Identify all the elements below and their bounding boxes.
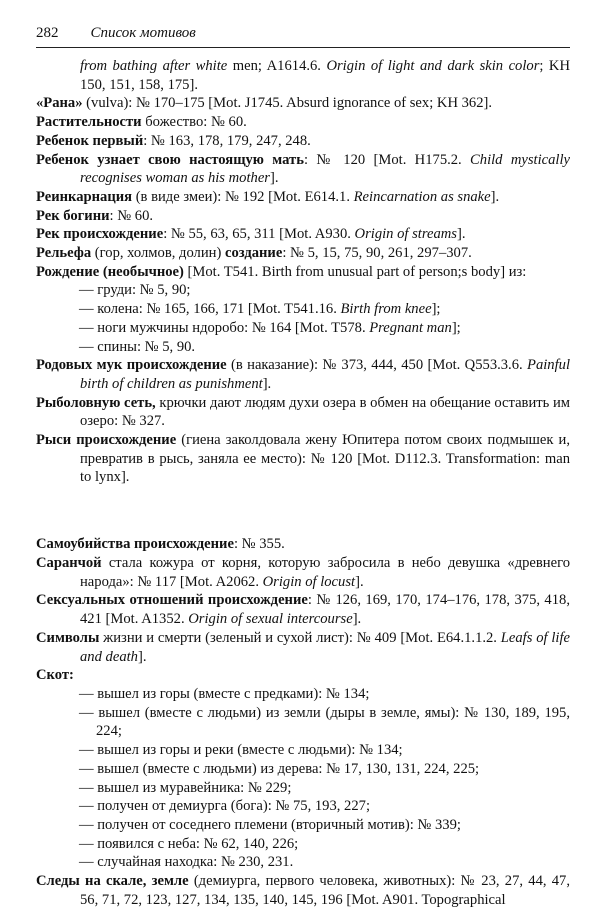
index-entry (36, 207, 570, 226)
entry-text: — вышел из горы и реки (вместе с людьми): № 134; (79, 742, 403, 759)
entry-text: стала кожура от корня, которую забросила в небо девушка «древнего народа»: № 117 [Mot. A2062. (80, 555, 570, 590)
entry-text: крючки дают людям духи озера в обмен на обещание оставить им озеро: № 327. (80, 394, 570, 430)
entry-heading: Родовых мук происхождение (36, 357, 227, 374)
entry-heading: Рек богини (36, 207, 110, 224)
motif-title: Leafs of life and death (80, 629, 570, 665)
index-entry (36, 356, 570, 393)
entry-text: — случайная находка: № 230, 231. (79, 854, 294, 871)
entry-heading: Рыси происхождение (36, 432, 177, 449)
entry-text: (гор, холмов, долин) (91, 245, 225, 262)
index-entry (36, 244, 570, 263)
entry-text: [Mot. T541. Birth from unusual part of person;s body] из: (183, 263, 527, 280)
entry-text: : № 126, 169, 170, 174–176, 178, 375, 418, 421 [Mot. A1352. (80, 592, 570, 628)
motif-title: Origin of light and dark skin color (326, 58, 540, 74)
entry-heading: Сексуальных отношений происхождение (36, 592, 308, 609)
entry-text: — ноги мужчины ндоробо: № 164 [Mot. T578. (79, 319, 370, 336)
index-subentry (52, 338, 570, 357)
running-head-title: Список мотивов (90, 25, 196, 41)
entry-heading: Скот: (36, 667, 74, 684)
index-entry (36, 591, 570, 628)
entry-text: ]; (451, 319, 461, 336)
entry-heading: Рельефа (36, 245, 92, 262)
entry-heading: Ребенок узнает свою настоящую мать (36, 151, 304, 168)
index-entry (36, 666, 570, 685)
entry-text: (vulva): № 170–175 [Mot. J1745. Absurd ignorance of sex; KH 362]. (82, 95, 493, 112)
entry-text: — появился с неба: № 62, 140, 226; (79, 835, 299, 852)
index-entry (36, 872, 570, 909)
entry-text: ]. (456, 226, 466, 243)
index-entry (36, 431, 570, 487)
index-subentry (52, 741, 570, 760)
index-entry (36, 225, 570, 244)
entry-text: (в виде змеи): № 192 [Mot. E614.1. (132, 188, 354, 205)
entry-text: men; A1614.6. (227, 58, 327, 74)
entry-heading: Рыболовную сеть, (36, 394, 156, 411)
index-entry (36, 554, 570, 591)
entry-heading: Самоубийства происхождение (36, 536, 234, 553)
index-entry (36, 188, 570, 207)
index-entry (36, 132, 570, 151)
motif-title: from bathing after white (80, 58, 228, 74)
index-subentry (52, 704, 570, 741)
index-subentry (52, 797, 570, 816)
index-subentry (52, 319, 570, 338)
entry-text: (демиурга, первого человека, животных): № 23, 27, 44, 47, 56, 71, 72, 123, 127, 134, 135, 140, 145, 196 [Mot. A901. Topographical (80, 873, 571, 908)
page-number: 282 (36, 25, 59, 41)
entry-text: ]. (355, 573, 364, 590)
entry-text: ; KH 150, 151, 158, 175]. (80, 58, 570, 93)
entry-text: ]. (352, 611, 362, 628)
motif-title: Origin of sexual intercourse (188, 611, 353, 628)
entry-text: — груди: № 5, 90; (79, 282, 191, 299)
index-subentry (52, 281, 570, 300)
entry-heading: Растительности (36, 114, 142, 131)
entry-text: — получен от соседнего племени (вторичный мотив): № 339; (79, 816, 461, 833)
index-subentry (52, 779, 570, 798)
index-subentry (52, 760, 570, 779)
entry-text: — вышел (вместе с людьми) из дерева: № 17, 130, 131, 224, 225; (79, 760, 480, 777)
index-entry (36, 151, 570, 188)
entry-heading: Саранчой (36, 555, 102, 572)
entry-heading: создание (224, 245, 283, 262)
index-subentry (52, 853, 570, 872)
running-head (36, 24, 570, 44)
entry-text: — колена: № 165, 166, 171 [Mot. T541.16. (79, 301, 341, 318)
motif-title: Child mystically recognises woman as his mother (80, 151, 570, 187)
header-rule (36, 47, 570, 48)
entry-text: : № 163, 178, 179, 247, 248. (143, 132, 311, 149)
motif-title: Painful birth of children as punishment (80, 357, 571, 392)
entry-text: ]; (431, 301, 441, 318)
entry-heading: Реинкарнация (36, 188, 133, 205)
index-entry (36, 535, 570, 554)
index-entry (36, 394, 570, 431)
index-entry-continuation (36, 57, 570, 94)
entry-text: : № 55, 63, 65, 311 [Mot. A930. (163, 226, 355, 243)
motif-title: Origin of streams (354, 226, 457, 243)
entry-text: : № 5, 15, 75, 90, 261, 297–307. (282, 245, 472, 262)
motif-title: Reincarnation as snake (353, 188, 491, 205)
index-subentry (52, 816, 570, 835)
entry-text: — вышел из муравейника: № 229; (79, 779, 292, 796)
index-entry (36, 263, 570, 282)
entry-text: ]. (137, 648, 147, 665)
entry-text: ]. (490, 188, 500, 205)
index-subentry (52, 835, 570, 854)
index-entry (36, 629, 570, 666)
entry-heading: Рек происхождение (36, 226, 164, 243)
entry-text: : № 120 [Mot. H175.2. (303, 151, 471, 168)
motif-title: Pregnant man (369, 319, 452, 336)
entry-heading: Следы на скале, земле (36, 873, 189, 890)
entry-heading: Символы (36, 629, 100, 646)
entry-text: ]. (269, 170, 279, 187)
entry-text: — вышел (вместе с людьми) из земли (дыры в земле, ямы): № 130, 189, 195, 224; (79, 704, 570, 740)
entry-text: — спины: № 5, 90. (79, 338, 196, 355)
index-entry (36, 113, 570, 132)
entry-heading: Ребенок первый (36, 132, 144, 149)
entry-text: жизни и смерти (зеленый и сухой лист): № 409 [Mot. E64.1.1.2. (99, 629, 501, 646)
index-entry (36, 94, 570, 113)
entry-heading: «Рана» (36, 95, 83, 112)
entry-text: : № 60. (109, 207, 154, 224)
motif-title: Origin of locust (262, 573, 356, 590)
entry-text: : № 355. (233, 536, 285, 553)
entry-text: ]. (262, 375, 272, 392)
entry-text: — вышел из горы (вместе с предками): № 134; (79, 685, 370, 702)
motif-index-list (36, 57, 570, 909)
index-subentry (52, 300, 570, 319)
index-subentry (52, 685, 570, 704)
entry-text: — получен от демиурга (бога): № 75, 193, 227; (79, 798, 370, 815)
letter-group-gap (36, 502, 570, 521)
entry-text: божество: № 60. (141, 114, 247, 131)
entry-text: (гиена заколдовала жену Юпитера потом своих подмышек и, превратив в рысь, заняла ее место): № 120 [Mot. D112.3. Transformation: man to lynx]. (80, 432, 570, 486)
motif-title: Birth from knee (340, 301, 432, 318)
entry-heading: Рождение (необычное) (36, 263, 184, 280)
entry-text: (в наказание): № 373, 444, 450 [Mot. Q553.3.6. (226, 357, 528, 374)
